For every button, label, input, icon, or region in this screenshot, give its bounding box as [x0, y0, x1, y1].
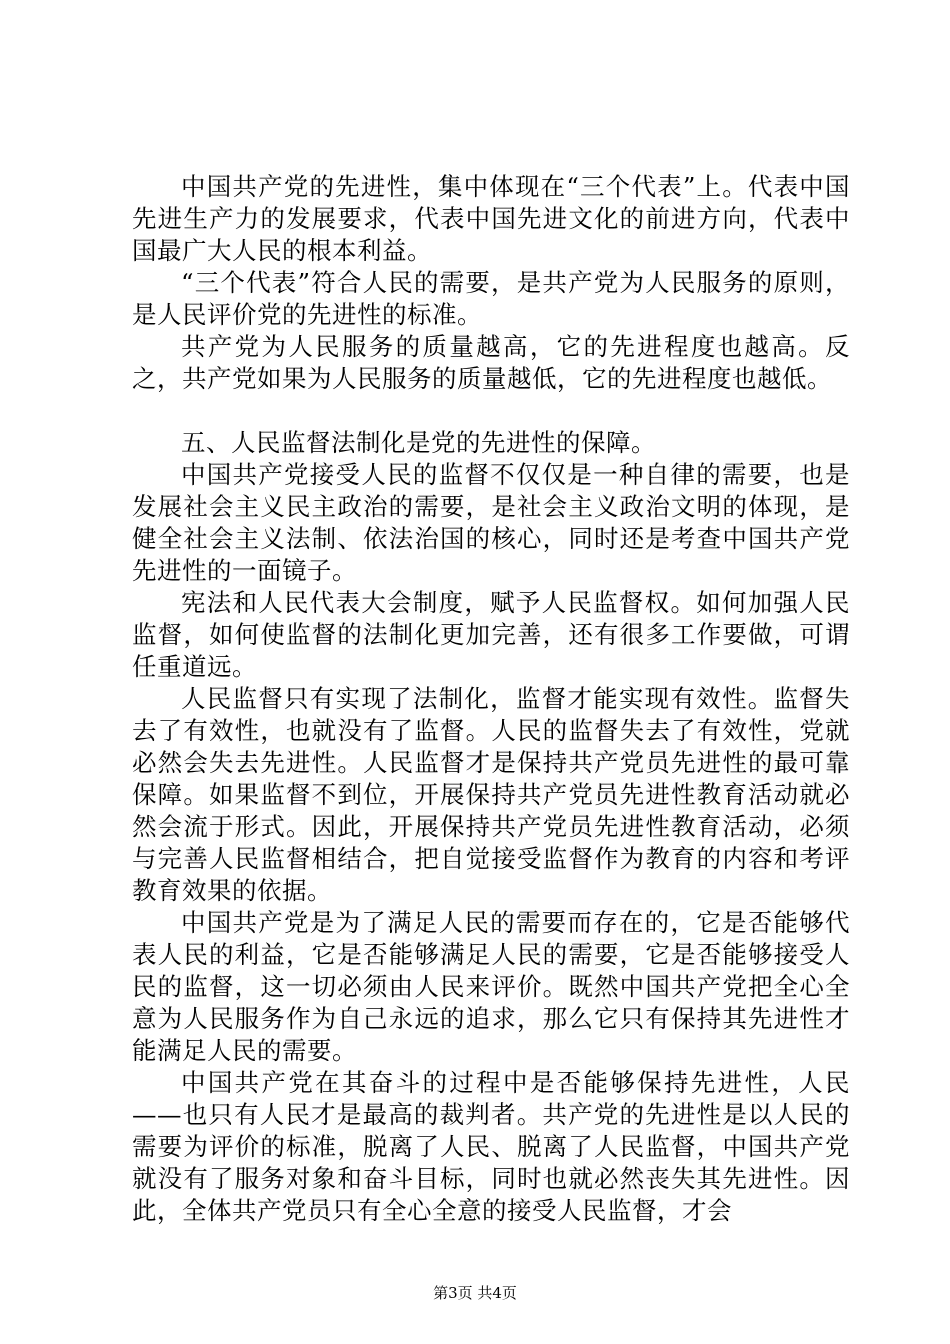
- paragraph: 中国共产党的先进性，集中体现在“三个代表”上。代表中国先进生产力的发展要求，代表中国先进文化的前进方向，代表中国最广大人民的根本利益。: [132, 172, 850, 265]
- paragraph: “三个代表”符合人民的需要，是共产党为人民服务的原则，是人民评价党的先进性的标准。: [132, 268, 850, 329]
- section-heading: 五、人民监督法制化是党的先进性的保障。: [181, 428, 656, 457]
- paragraph: 中国共产党接受人民的监督不仅仅是一种自律的需要，也是发展社会主义民主政治的需要，是社会主义政治文明的体现，是健全社会主义法制、依法治国的核心，同时还是考查中国共产党先进性的一面镜子。: [132, 460, 850, 585]
- paragraph: 中国共产党在其奋斗的过程中是否能够保持先进性，人民——也只有人民才是最高的裁判者。共产党的先进性是以人民的需要为评价的标准，脱离了人民、脱离了人民监督，中国共产党就没有了服务对象和奋斗目标，同时也就必然丧失其先进性。因此，全体共产党员只有全心全意的接受人民监督，才会: [132, 1068, 850, 1225]
- paragraph-spacer: [132, 395, 850, 427]
- paragraph: 宪法和人民代表大会制度，赋予人民监督权。如何加强人民监督，如何使监督的法制化更加完善，还有很多工作要做，可谓任重道远。: [132, 588, 850, 681]
- page-number-footer: 第3页 共4页: [433, 1284, 517, 1302]
- paragraph: 中国共产党是为了满足人民的需要而存在的，它是否能够代表人民的利益，它是否能够满足人民的需要，它是否能够接受人民的监督，这一切必须由人民来评价。既然中国共产党把全心全意为人民服务作为自己永远的追求，那么它只有保持其先进性才能满足人民的需要。: [132, 908, 850, 1065]
- paragraph: 共产党为人民服务的质量越高，它的先进程度也越高。反之，共产党如果为人民服务的质量越低，它的先进程度也越低。: [132, 332, 850, 393]
- paragraph: 人民监督只有实现了法制化，监督才能实现有效性。监督失去了有效性，也就没有了监督。人民的监督失去了有效性，党就必然会失去先进性。人民监督才是保持共产党员先进性的最可靠保障。如果监督不到位，开展保持共产党员先进性教育活动就必然会流于形式。因此，开展保持共产党员先进性教育活动，必须与完善人民监督相结合，把自觉接受监督作为教育的内容和考评教育效果的依据。: [132, 684, 850, 905]
- document-body: [132, 171, 850, 1227]
